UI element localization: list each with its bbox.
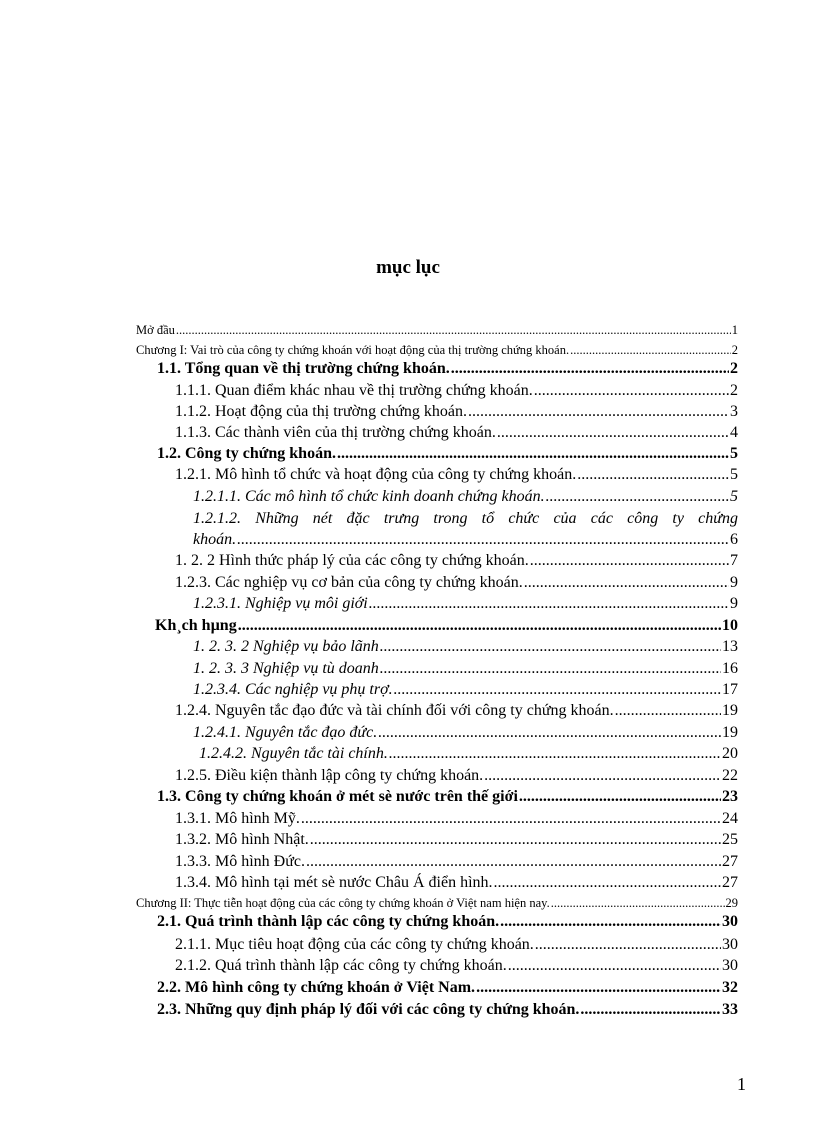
toc-entry[interactable]	[193, 530, 738, 550]
toc-entry[interactable]	[193, 659, 738, 679]
toc-entry[interactable]	[193, 594, 738, 614]
toc-leader	[508, 956, 721, 976]
toc-leader	[380, 637, 721, 657]
toc-leader	[394, 680, 721, 700]
toc-entry-title: 1.2.4.1. Nguyên tắc đạo đức.	[193, 724, 378, 741]
toc-leader	[615, 701, 721, 721]
toc-entry-page: 19	[722, 702, 738, 719]
toc-entry-title: 1.2.5. Điều kiện thành lập công ty chứng khoán.	[175, 767, 484, 784]
toc-leader	[524, 573, 729, 593]
toc-entry[interactable]	[175, 465, 738, 485]
toc-entry-page: 30	[722, 957, 738, 974]
toc-entry-title: 1.3.3. Mô hình Đức.	[175, 853, 305, 870]
toc-entry[interactable]	[193, 637, 738, 657]
toc-entry[interactable]	[175, 701, 738, 721]
page-number: 1	[737, 1074, 746, 1094]
toc-entry[interactable]	[175, 956, 738, 976]
toc-entry-page: 1	[731, 323, 738, 337]
toc-entry[interactable]	[157, 359, 738, 379]
toc-leader	[176, 320, 731, 340]
toc-leader	[306, 852, 721, 872]
toc-entry-page: 19	[722, 724, 738, 741]
toc-entry-page: 9	[730, 574, 738, 591]
toc-entry[interactable]	[157, 444, 738, 464]
toc-leader	[494, 873, 721, 893]
toc-leader	[337, 444, 729, 464]
toc-entry-title: 1.2. Công ty chứng khoán.	[157, 445, 336, 462]
toc-leader	[551, 893, 725, 913]
toc-leader	[310, 830, 721, 850]
toc-leader	[476, 978, 721, 998]
toc-entry-page: 27	[722, 874, 738, 891]
toc-entry[interactable]	[136, 340, 738, 360]
toc-entry-page: 17	[722, 681, 738, 698]
toc-entry-title: 1.2.3. Các nghiệp vụ cơ bản của công ty chứng khoán.	[175, 574, 523, 591]
toc-entry-page: 5	[730, 488, 738, 505]
toc-entry[interactable]	[175, 551, 738, 571]
toc-entry-title: 1. 2. 2 Hình thức pháp lý của các công ty chứng khoán.	[175, 552, 529, 569]
toc-entry[interactable]	[175, 766, 738, 786]
toc-entry-title: Kh¸ch hµng	[155, 617, 237, 634]
toc-entry-title: khoán.	[193, 531, 237, 548]
toc-entry-title: 1. 2. 3. 2 Nghiệp vụ bảo lãnh	[193, 638, 379, 655]
toc-entry[interactable]	[175, 809, 738, 829]
toc-entry[interactable]	[175, 852, 738, 872]
toc-entry-title: 1.2.3.1. Nghiệp vụ môi giới	[193, 595, 368, 612]
toc-entry-title: 1.2.1. Mô hình tổ chức và hoạt động của công ty chứng khoán.	[175, 466, 577, 483]
toc-entry[interactable]	[175, 423, 738, 443]
toc-entry-title: 1.1.1. Quan điểm khác nhau về thị trường chứng khoán.	[175, 382, 533, 399]
toc-entry-title: 1.1. Tổng quan về thị trường chứng khoán.	[157, 360, 450, 377]
toc-entry-page: 6	[730, 531, 738, 548]
toc-leader	[238, 616, 721, 636]
toc-entry-title: 2.1.2. Quá trình thành lập các công ty chứng khoán.	[175, 957, 507, 974]
toc-entry-page: 2	[730, 360, 738, 377]
toc-leader	[570, 340, 731, 360]
toc-entry-page: 2	[730, 382, 738, 399]
toc-entry[interactable]	[193, 487, 738, 507]
toc-entry-title: 1.2.1.1. Các mô hình tổ chức kinh doanh chứng khoán.	[193, 488, 545, 505]
toc-leader	[301, 809, 721, 829]
toc-entry-page: 4	[730, 424, 738, 441]
toc-leader	[369, 594, 729, 614]
toc-entry-page: 25	[722, 831, 738, 848]
toc-leader	[380, 659, 721, 679]
toc-entry-page: 20	[722, 745, 738, 762]
toc-entry[interactable]	[175, 381, 738, 401]
toc-leader	[468, 402, 729, 422]
toc-leader	[484, 766, 721, 786]
toc-entry[interactable]	[175, 830, 738, 850]
toc-entry[interactable]	[193, 509, 738, 529]
toc-leader	[580, 1000, 721, 1020]
toc-entry-title: 1.1.2. Hoạt động của thị trường chứng khoán.	[175, 403, 467, 420]
toc-entry-title: 1.3.4. Mô hình tại mét sè nước Châu Á điển hình.	[175, 874, 493, 891]
toc-leader	[451, 359, 729, 379]
toc-entry-title: 1.1.3. Các thành viên của thị trường chứng khoán.	[175, 424, 496, 441]
toc-entry-title: 2.3. Những quy định pháp lý đối với các công ty chứng khoán.	[157, 1001, 580, 1018]
toc-entry-page: 29	[725, 896, 738, 910]
toc-leader	[237, 530, 729, 550]
toc-entry-title: 1.3. Công ty chứng khoán ở mét sè nước trên thế giới	[157, 788, 518, 805]
toc-leader	[389, 744, 721, 764]
toc-leader	[497, 423, 729, 443]
toc-entry-page: 9	[730, 595, 738, 612]
toc-entry[interactable]	[155, 616, 738, 636]
toc-entry-page: 27	[722, 853, 738, 870]
toc-entry-page: 5	[730, 445, 738, 462]
toc-entry[interactable]	[157, 787, 738, 807]
toc-entry[interactable]	[157, 978, 738, 998]
toc-entry-page: 22	[722, 767, 738, 784]
toc-entry[interactable]	[136, 320, 738, 340]
toc-entry-page: 3	[730, 403, 738, 420]
toc-entry-title: 2.1.1. Mục tiêu hoạt động của các công ty chứng khoán.	[175, 936, 534, 953]
toc-entry-page: 16	[722, 660, 738, 677]
toc-entry-page: 30	[722, 913, 738, 930]
toc-entry[interactable]	[193, 723, 738, 743]
toc-leader	[378, 723, 721, 743]
toc-entry-page: 32	[722, 979, 738, 996]
toc-entry-page: 13	[722, 638, 738, 655]
page-title: mục lục	[376, 257, 440, 278]
toc-entry-title: 1. 2. 3. 3 Nghiệp vụ tù doanh	[193, 660, 379, 677]
toc-leader	[534, 381, 729, 401]
toc-entry-page: 33	[722, 1001, 738, 1018]
toc-entry-title: 2.2. Mô hình công ty chứng khoán ở Việt Nam.	[157, 979, 476, 996]
toc-entry-title: Mở đầu	[136, 323, 175, 337]
toc-leader	[500, 912, 721, 932]
toc-leader	[535, 935, 721, 955]
toc-entry[interactable]	[175, 935, 738, 955]
toc-entry-title: Chương II: Thực tiễn hoạt động của các công ty chứng khoán ở Việt nam hiện nay.	[136, 896, 550, 910]
toc-leader	[546, 487, 729, 507]
toc-entry-title: 1.2.1.2. Những nét đặc trưng trong tổ chức của các công ty chứng	[193, 510, 738, 527]
toc-entry[interactable]	[199, 744, 738, 764]
toc-leader	[530, 551, 729, 571]
toc-entry[interactable]	[175, 573, 738, 593]
toc-entry-page: 5	[730, 466, 738, 483]
toc-entry-page: 30	[722, 936, 738, 953]
toc-entry[interactable]	[175, 402, 738, 422]
toc-entry[interactable]	[175, 873, 738, 893]
toc-entry-title: 1.2.4.2. Nguyên tắc tài chính.	[199, 745, 388, 762]
toc-entry-page: 2	[731, 343, 738, 357]
toc-entry-title: 1.3.2. Mô hình Nhật.	[175, 831, 309, 848]
toc-entry-page: 7	[730, 552, 738, 569]
toc-entry[interactable]	[157, 912, 738, 932]
toc-entry-title: 1.3.1. Mô hình Mỹ.	[175, 810, 300, 827]
toc-entry[interactable]	[136, 893, 738, 913]
toc-entry-page: 23	[722, 788, 738, 805]
toc-leader	[519, 787, 721, 807]
toc-entry-page: 10	[722, 617, 738, 634]
toc-entry[interactable]	[193, 680, 738, 700]
toc-leader	[577, 465, 729, 485]
toc-entry-title: 1.2.3.4. Các nghiệp vụ phụ trợ.	[193, 681, 393, 698]
toc-entry[interactable]	[157, 1000, 738, 1020]
toc-entry-page: 24	[722, 810, 738, 827]
toc-entry-title: 1.2.4. Nguyên tắc đạo đức và tài chính đối với công ty chứng khoán.	[175, 702, 614, 719]
toc-entry-title: 2.1. Quá trình thành lập các công ty chứng khoán.	[157, 913, 500, 930]
toc-entry-title: Chương I: Vai trò của công ty chứng khoán với hoạt động của thị trường chứng khoán.	[136, 343, 570, 357]
